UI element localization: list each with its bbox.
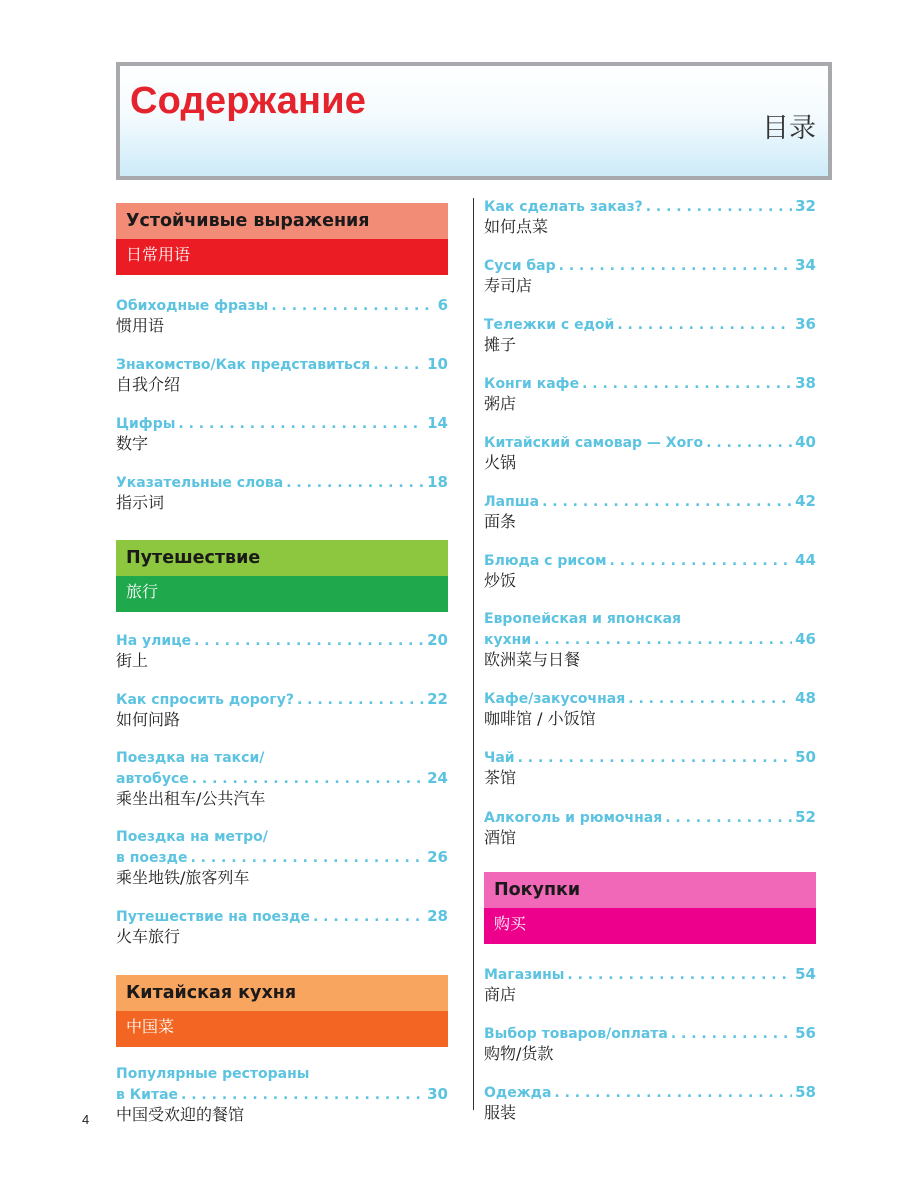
toc-entry[interactable] xyxy=(484,196,816,237)
entry-title-zh: 火锅 xyxy=(484,453,517,472)
toc-entry[interactable] xyxy=(484,1082,816,1123)
entry-page: 14 xyxy=(427,414,448,432)
entry-title: Знакомство/Как представиться xyxy=(116,357,371,373)
entry-title-zh: 粥店 xyxy=(484,394,517,413)
toc-entry[interactable] xyxy=(484,964,816,1005)
entry-page: 26 xyxy=(427,848,448,866)
entry-title: Как спросить дорогу? xyxy=(116,692,294,708)
toc-entry[interactable] xyxy=(484,314,816,355)
toc-entry[interactable] xyxy=(116,689,448,730)
entry-page: 10 xyxy=(427,355,448,373)
entry-title: Алкоголь и рюмочная xyxy=(484,810,663,826)
entry-page: 24 xyxy=(427,769,448,787)
entry-title: Суси бар xyxy=(484,258,556,274)
entry-title-zh: 商店 xyxy=(484,985,517,1004)
entry-title: Конги кафе xyxy=(484,376,580,392)
entry-page: 58 xyxy=(795,1083,816,1101)
entry-title-zh: 炒饭 xyxy=(484,571,517,590)
contents-header xyxy=(116,62,832,180)
toc-entry[interactable] xyxy=(484,1023,816,1064)
entry-page: 44 xyxy=(795,551,816,569)
entry-title-zh: 火车旅行 xyxy=(116,927,181,946)
entry-title: Как сделать заказ? xyxy=(484,199,643,215)
entry-page: 20 xyxy=(427,631,448,649)
entry-title-zh: 惯用语 xyxy=(116,316,165,335)
entry-title-zh: 欧洲菜与日餐 xyxy=(484,650,581,669)
toc-entry[interactable] xyxy=(484,373,816,414)
entry-title: в поезде xyxy=(116,850,188,866)
contents-title-zh: 目录 xyxy=(762,113,816,144)
toc-entry[interactable] xyxy=(116,1064,448,1125)
section-title-zh: 中国菜 xyxy=(116,1011,448,1047)
section-title-zh: 购买 xyxy=(484,908,816,944)
entry-title-zh: 寿司店 xyxy=(484,276,533,295)
toc-entry[interactable] xyxy=(484,747,816,788)
toc-entry[interactable] xyxy=(484,491,816,532)
entry-title-zh: 摊子 xyxy=(484,335,517,354)
section-title-ru: Китайская кухня xyxy=(116,975,448,1011)
entry-title: Кафе/закусочная xyxy=(484,691,626,707)
toc-entry[interactable] xyxy=(116,630,448,671)
entry-page: 46 xyxy=(795,630,816,648)
entry-title: Путешествие на поезде xyxy=(116,909,310,925)
entry-page: 30 xyxy=(427,1085,448,1103)
entry-page: 22 xyxy=(427,690,448,708)
section-title-zh: 日常用语 xyxy=(116,239,448,275)
section-title-ru: Путешествие xyxy=(116,540,448,576)
entry-title-zh: 如何点菜 xyxy=(484,217,549,236)
entry-title: Блюда с рисом xyxy=(484,553,607,569)
entry-title-zh: 服装 xyxy=(484,1103,517,1122)
entry-title: Указательные слова xyxy=(116,475,284,491)
entry-page: 48 xyxy=(795,689,816,707)
entry-title-zh: 乘坐出租车/公共汽车 xyxy=(116,789,266,808)
entry-page: 54 xyxy=(795,965,816,983)
entry-title: Китайский самовар — Хого xyxy=(484,435,704,451)
entry-title: Лапша xyxy=(484,494,540,510)
entry-title-zh: 咖啡馆 / 小饭馆 xyxy=(484,709,596,728)
toc-entry[interactable] xyxy=(484,255,816,296)
entry-title: Магазины xyxy=(484,967,565,983)
entry-title: Чай xyxy=(484,750,515,766)
entry-title-line1: Европейская и японская xyxy=(484,611,682,627)
entry-title-zh: 街上 xyxy=(116,651,149,670)
entry-page: 32 xyxy=(795,197,816,215)
section-title-ru: Покупки xyxy=(484,872,816,908)
toc-entry[interactable] xyxy=(484,432,816,473)
section-header-travel[interactable] xyxy=(116,540,448,612)
column-divider xyxy=(473,198,474,1110)
toc-entry[interactable] xyxy=(484,550,816,591)
entry-title: На улице xyxy=(116,633,192,649)
toc-entry[interactable] xyxy=(484,609,816,670)
entry-title: Одежда xyxy=(484,1085,552,1101)
toc-entry[interactable] xyxy=(484,807,816,848)
toc-entry[interactable] xyxy=(116,827,448,888)
entry-title: кухни xyxy=(484,632,532,648)
entry-title: автобусе xyxy=(116,771,189,787)
contents-title-ru: Содержание xyxy=(130,80,367,122)
entry-page: 40 xyxy=(795,433,816,451)
toc-entry[interactable] xyxy=(116,472,448,513)
toc-entry[interactable] xyxy=(116,748,448,809)
section-title-zh: 旅行 xyxy=(116,576,448,612)
entry-title-zh: 数字 xyxy=(116,434,149,453)
entry-page: 6 xyxy=(437,296,448,314)
toc-entry[interactable] xyxy=(116,906,448,947)
entry-title-zh: 购物/货款 xyxy=(484,1044,554,1063)
entry-title: Тележки с едой xyxy=(484,317,615,333)
entry-title-zh: 茶馆 xyxy=(484,768,517,787)
entry-title-zh: 中国受欢迎的餐馆 xyxy=(116,1105,245,1124)
entry-title-line1: Поездка на такси/ xyxy=(116,750,265,766)
page-number: 4 xyxy=(82,1112,90,1127)
entry-title-zh: 面条 xyxy=(484,512,517,531)
section-header-expressions[interactable] xyxy=(116,203,448,275)
entry-page: 42 xyxy=(795,492,816,510)
toc-entry[interactable] xyxy=(116,295,448,336)
entry-page: 50 xyxy=(795,748,816,766)
toc-entry[interactable] xyxy=(116,413,448,454)
entry-page: 56 xyxy=(795,1024,816,1042)
toc-entry[interactable] xyxy=(116,354,448,395)
entry-title: Цифры xyxy=(116,416,176,432)
entry-title-zh: 乘坐地铁/旅客列车 xyxy=(116,868,250,887)
entry-title-line1: Популярные рестораны xyxy=(116,1066,310,1082)
entry-title-zh: 指示词 xyxy=(116,493,165,512)
entry-page: 36 xyxy=(795,315,816,333)
entry-title: в Китае xyxy=(116,1087,179,1103)
section-header-shopping[interactable] xyxy=(484,872,816,944)
entry-page: 34 xyxy=(795,256,816,274)
entry-title-zh: 酒馆 xyxy=(484,828,517,847)
entry-title-zh: 如何问路 xyxy=(116,710,181,729)
section-header-chinese-cuisine[interactable] xyxy=(116,975,448,1047)
entry-title: Выбор товаров/оплата xyxy=(484,1026,668,1042)
toc-entry[interactable] xyxy=(484,688,816,729)
entry-title: Обиходные фразы xyxy=(116,298,269,314)
entry-title-zh: 自我介绍 xyxy=(116,375,181,394)
entry-page: 28 xyxy=(427,907,448,925)
section-title-ru: Устойчивые выражения xyxy=(116,203,448,239)
entry-title-line1: Поездка на метро/ xyxy=(116,829,268,845)
entry-page: 52 xyxy=(795,808,816,826)
entry-page: 18 xyxy=(427,473,448,491)
entry-page: 38 xyxy=(795,374,816,392)
